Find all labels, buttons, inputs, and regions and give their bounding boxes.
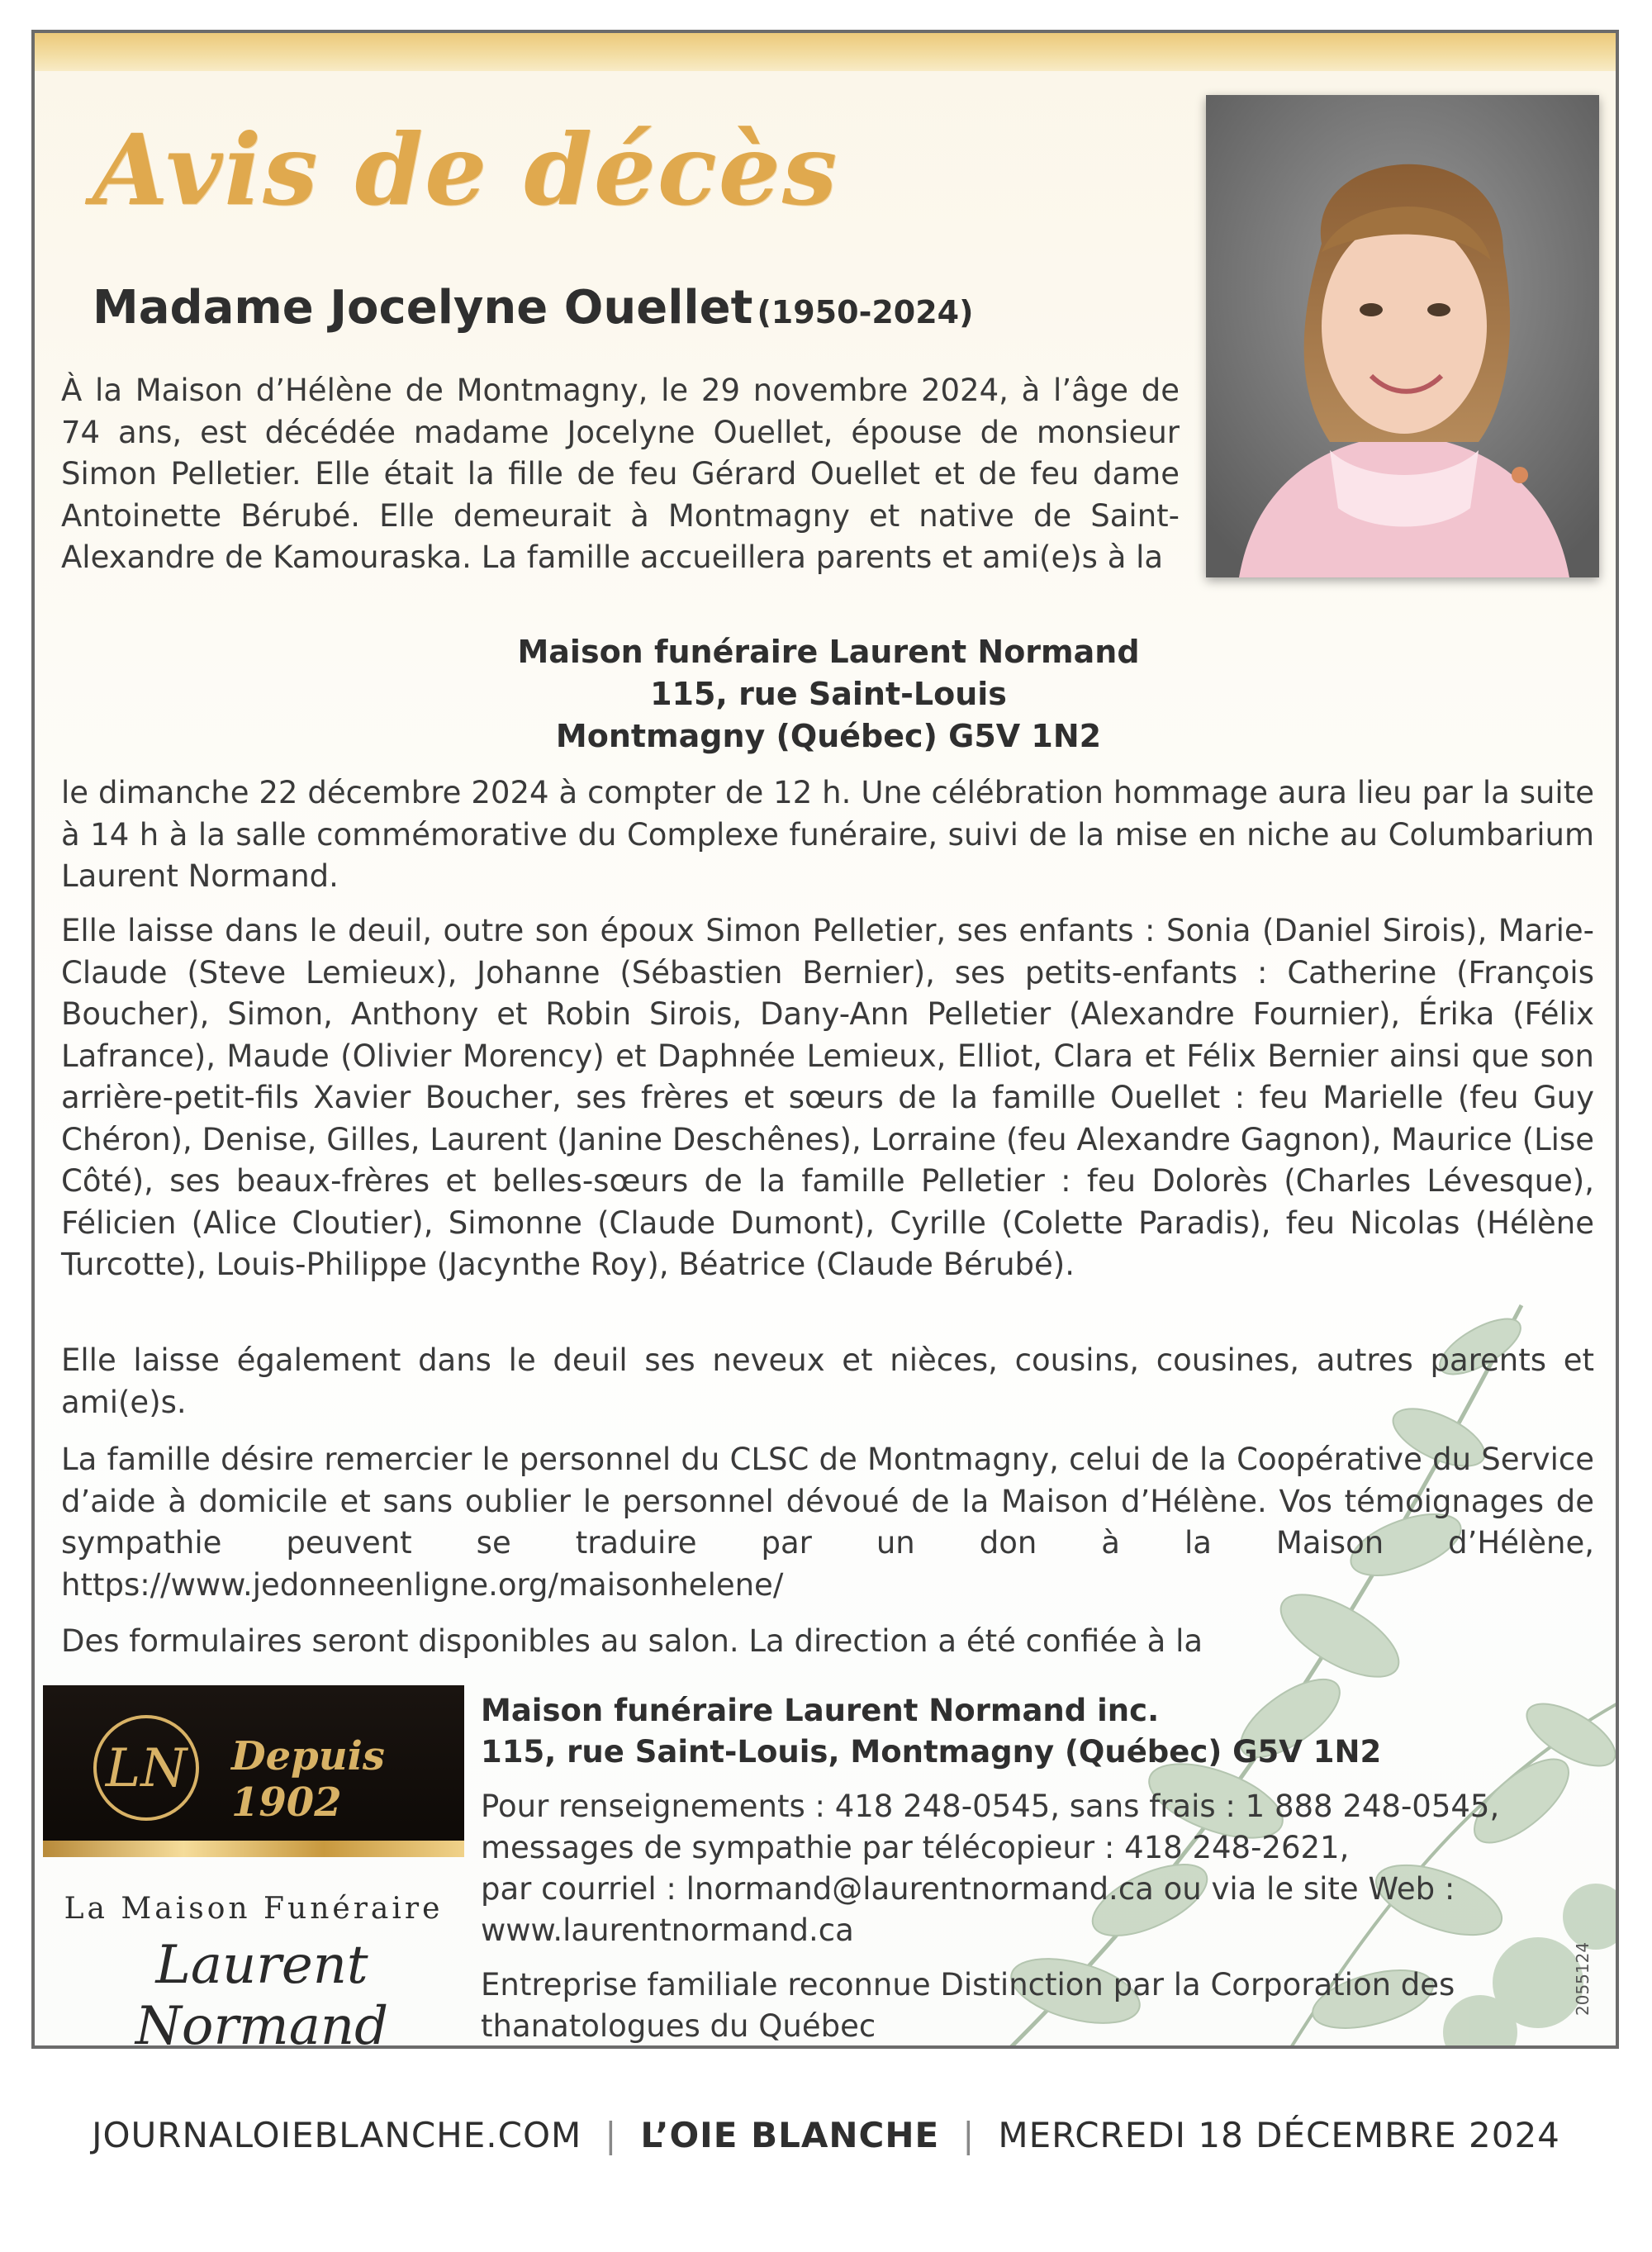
deceased-portrait <box>1206 95 1599 577</box>
contact-email: par courriel : lnormand@laurentnormand.ca ou via le site Web : <box>481 1871 1455 1907</box>
contact-phone: Pour renseignements : 418 248-0545, sans frais : 1 888 248-0545, <box>481 1789 1500 1824</box>
obituary-notice <box>31 30 1619 2049</box>
contact-fax: messages de sympathie par télécopieur : 418 248-2621, <box>481 1830 1350 1865</box>
footer-date: MERCREDI 18 DÉCEMBRE 2024 <box>998 2115 1560 2155</box>
deceased-years: (1950-2024) <box>757 294 974 330</box>
venue-address-block <box>35 631 1619 758</box>
top-gold-band <box>35 33 1616 71</box>
funeral-home-logo <box>43 1685 464 1851</box>
contact-distinction-2: thanatologues du Québec <box>481 2008 876 2044</box>
venue-city: Montmagny (Québec) G5V 1N2 <box>555 718 1102 754</box>
contact-distinction-1: Entreprise familiale reconnue Distinction par la Corporation des <box>481 1967 1455 2003</box>
newspaper-footer <box>0 2115 1652 2155</box>
brand-name-small: La Maison Funéraire <box>64 1892 444 1926</box>
contact-website: www.laurentnormand.ca <box>481 1912 854 1948</box>
notice-heading: Avis de décès <box>93 112 839 227</box>
brand-name-script: Laurent Normand <box>135 1935 389 2049</box>
logo-gold-bar <box>43 1841 464 1857</box>
logo-since-text: Depuis 1902 <box>231 1733 385 1826</box>
footer-website: JOURNALOIEBLANCHE.COM <box>92 2115 582 2155</box>
footer-separator: | <box>962 2115 976 2155</box>
venue-name: Maison funéraire Laurent Normand <box>517 634 1140 670</box>
extended-family-paragraph: Elle laisse également dans le deuil ses neveux et nièces, cousins, cousines, autres parents et ami(e)s. <box>61 1342 1594 1420</box>
footer-paper-name: L’OIE BLANCHE <box>640 2115 940 2155</box>
deceased-name: Madame Jocelyne Ouellet <box>93 281 753 335</box>
ad-reference-number: 2055124 <box>1573 1941 1593 2016</box>
survivors-paragraph: Elle laisse dans le deuil, outre son époux Simon Pelletier, ses enfants : Sonia (Daniel Sirois), Marie-Claude (Steve Lemieux), Johanne (Sébastien Bernier), ses petits-enfants : Catherine (François Boucher), Simon, Anthony et Robin Sirois, Dany-Ann Pelletier (Alexandre Fournier), Érika (Félix Lafrance), Maude (Olivier Morency) et Daphnée Lemieux, Elliot, Clara et Félix Bernier ainsi que son arrière-petit-fils Xavier Boucher, ses frères et sœurs de la famille Ouellet : feu Marielle (feu Guy Chéron), Denise, Gilles, Laurent (Janine Deschênes), Lorraine (feu Alexandre Gagnon), Maurice (Lise Côté), ses beaux-frères et belles-sœurs de la famille Pelletier : feu Dolorès (Charles Lévesque), Félicien (Alice Cloutier), Simonne (Claude Dumont), Cyrille (Colette Paradis), feu Nicolas (Hélène Turcotte), Louis-Philippe (Jacynthe Roy), Béatrice (Claude Bérubé). <box>61 913 1594 1282</box>
contact-company: Maison funéraire Laurent Normand inc. <box>481 1693 1160 1728</box>
logo-monogram: LN <box>105 1738 188 1799</box>
intro-paragraph: À la Maison d’Hélène de Montmagny, le 29 novembre 2024, à l’âge de 74 ans, est décédée madame Jocelyne Ouellet, épouse de monsieur Simon Pelletier. Elle était la fille de feu Gérard Ouellet et de feu dame Antoinette Bérubé. Elle demeurait à Montmagny et native de Saint-Alexandre de Kamouraska. La famille accueillera parents et ami(e)s à la <box>61 373 1180 575</box>
forms-paragraph: Des formulaires seront disponibles au salon. La direction a été confiée à la <box>61 1623 1203 1659</box>
deceased-name-line <box>93 281 973 335</box>
contact-address: 115, rue Saint-Louis, Montmagny (Québec) G5V 1N2 <box>481 1734 1382 1770</box>
visitation-paragraph: le dimanche 22 décembre 2024 à compter de 12 h. Une célébration hommage aura lieu par la suite à 14 h à la salle commémorative du Complexe funéraire, suivi de la mise en niche au Columbarium Laurent Normand. <box>61 775 1594 894</box>
thanks-paragraph: La famille désire remercier le personnel du CLSC de Montmagny, celui de la Coopérative du Service d’aide à domicile et sans oublier le personnel dévoué de la Maison d’Hélène. Vos témoignages de sympathie peuvent se traduire par un don à la Maison d’Hélène, https://www.jedonneenligne.org/maisonhelene/ <box>61 1442 1594 1603</box>
footer-separator: | <box>605 2115 618 2155</box>
venue-street: 115, rue Saint-Louis <box>650 676 1007 712</box>
